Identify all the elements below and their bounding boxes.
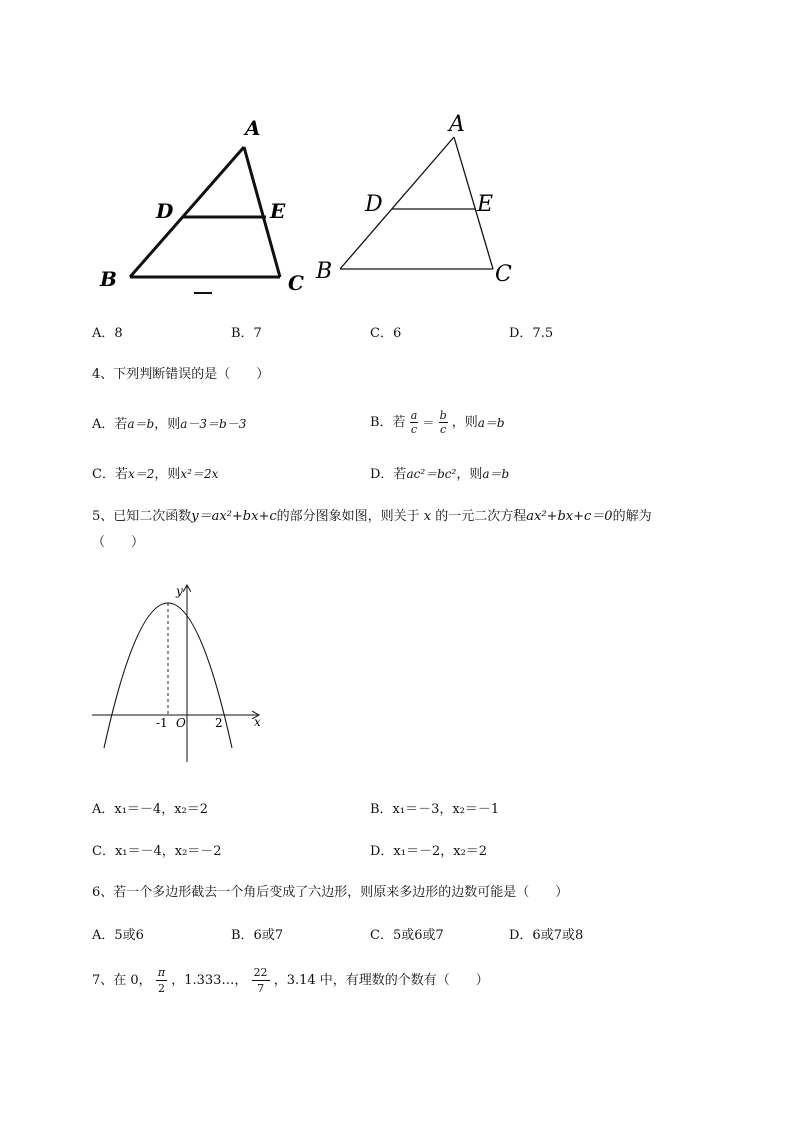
label-a: A xyxy=(245,116,261,140)
condition: ac²＝bc² xyxy=(406,467,457,481)
denominator: c xyxy=(410,423,418,436)
q3-option-b[interactable]: B．7 xyxy=(231,326,262,341)
tick-label-2: 2 xyxy=(215,716,223,730)
label-a: A xyxy=(449,112,465,137)
q6-stem: 6、若一个多边形截去一个角后变成了六边形，则原来多边形的边数可能是（ ） xyxy=(92,885,569,900)
numerator: a xyxy=(410,409,418,422)
q5-paren: （ ） xyxy=(92,535,145,550)
q5-option-d[interactable]: D．x₁＝－2，x₂＝2 xyxy=(370,844,488,859)
option-prefix: B．若 xyxy=(370,415,406,430)
q4-option-b[interactable] xyxy=(370,410,505,435)
result: a＝b xyxy=(477,415,505,430)
result: x²＝2x xyxy=(180,467,219,481)
variable-x: x xyxy=(423,509,432,524)
q4-option-d[interactable] xyxy=(370,468,509,481)
denominator: 7 xyxy=(257,982,265,996)
side-ab xyxy=(130,147,244,277)
label-c: C xyxy=(288,271,304,295)
label-b: B xyxy=(100,267,117,291)
option-prefix: D．若 xyxy=(370,467,407,482)
triangle-figure-2 xyxy=(310,110,530,290)
stem-part: 7、在 0， xyxy=(92,972,152,988)
then-word: ，则 xyxy=(154,417,181,432)
q6-option-a[interactable]: A．5或6 xyxy=(92,928,144,943)
label-d: D xyxy=(365,192,383,217)
stem-part: ，1.333…， xyxy=(171,972,248,988)
condition: x＝2 xyxy=(127,467,155,481)
equation-expression: ax²+bx+c＝0 xyxy=(526,509,613,524)
label-c: C xyxy=(495,262,512,287)
q3-option-a[interactable]: A．8 xyxy=(92,326,123,341)
then-word: ，则 xyxy=(154,467,181,482)
q4-stem: 4、下列判断错误的是（ ） xyxy=(92,367,270,382)
stem-part: 的一元二次方程 xyxy=(435,509,527,524)
q6-option-c[interactable]: C．5或6或7 xyxy=(370,928,444,943)
label-e: E xyxy=(477,192,494,217)
label-e: E xyxy=(270,199,286,223)
side-ab xyxy=(340,137,454,269)
q4-option-a[interactable] xyxy=(92,418,246,431)
stem-part: ，3.14 中，有理数的个数有（ ） xyxy=(273,972,489,988)
equals-sign: ＝ xyxy=(422,415,435,430)
option-prefix: A．若 xyxy=(92,417,128,432)
q6-option-d[interactable]: D．6或7或8 xyxy=(509,928,584,943)
stem-part: 的解为 xyxy=(612,509,652,524)
q4-option-c[interactable] xyxy=(92,468,218,481)
option-prefix: C．若 xyxy=(92,467,128,482)
stem-part: 5、已知二次函数 xyxy=(92,509,192,524)
tick-label-neg1: -1 xyxy=(156,716,168,730)
stem-part: 的部分图象如图，则关于 xyxy=(276,509,420,524)
parabola-graph xyxy=(88,580,278,770)
numerator: 22 xyxy=(252,966,270,981)
fraction-b-over-c xyxy=(439,410,448,435)
result: a－3＝b－3 xyxy=(180,417,247,431)
then-word: ，则 xyxy=(456,467,483,482)
q3-option-d[interactable]: D．7.5 xyxy=(509,326,554,341)
fraction-22-over-7 xyxy=(252,966,270,995)
label-d: D xyxy=(156,199,174,223)
q7-stem xyxy=(92,966,489,995)
denominator: c xyxy=(440,423,447,436)
q5-option-b[interactable]: B．x₁＝－3，x₂＝－1 xyxy=(370,802,500,817)
then-word: ，则 xyxy=(451,415,478,430)
fraction-pi-over-2 xyxy=(156,966,167,995)
triangle-figure-1 xyxy=(90,110,320,300)
q5-option-c[interactable]: C．x₁＝－4，x₂＝－2 xyxy=(92,844,222,859)
label-b: B xyxy=(316,259,333,284)
q5-option-a[interactable]: A．x₁＝－4，x₂＝2 xyxy=(92,802,209,817)
x-axis-label: x xyxy=(254,715,261,729)
function-expression: y＝ax²+bx+c xyxy=(191,509,277,524)
q5-stem xyxy=(92,510,652,523)
origin-label: O xyxy=(176,716,186,730)
result: a＝b xyxy=(482,467,510,481)
q3-option-c[interactable]: C．6 xyxy=(370,326,402,341)
condition: a＝b xyxy=(127,417,155,431)
fraction-a-over-c xyxy=(410,410,419,435)
y-axis-label: y xyxy=(176,584,183,598)
q6-option-b[interactable]: B．6或7 xyxy=(231,928,284,943)
denominator: 2 xyxy=(157,982,165,996)
numerator: b xyxy=(439,409,447,422)
numerator: π xyxy=(156,966,167,981)
